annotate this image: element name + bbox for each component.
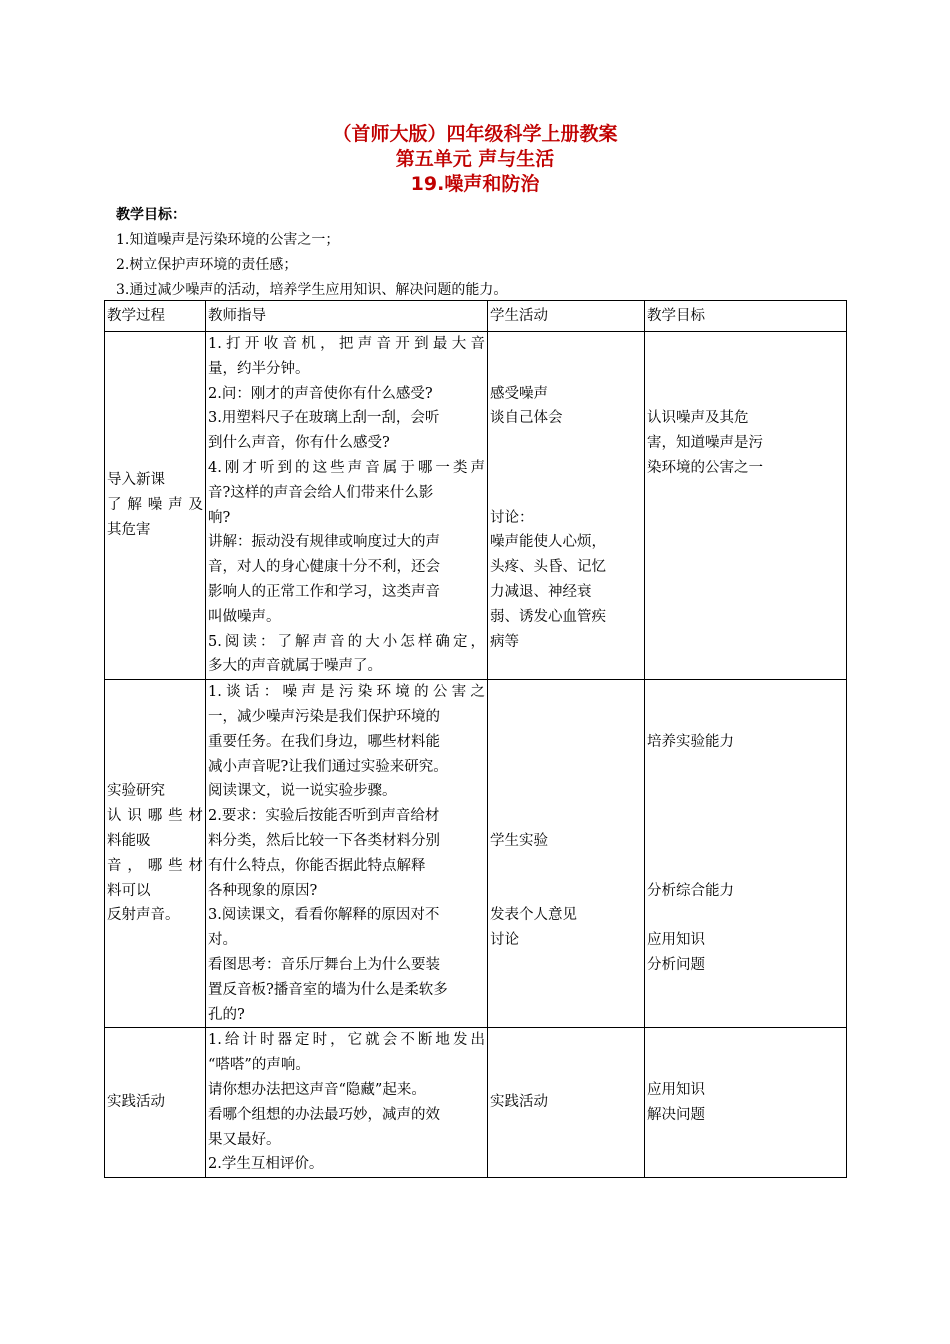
teacher-line: 影响人的正常工作和学习，这类声音 xyxy=(208,583,440,600)
process-line: 了解噪声及 xyxy=(107,497,203,514)
teacher-line: 5.阅读：了解声音的大小怎样确定， xyxy=(208,633,485,650)
teaching-objectives xyxy=(116,203,507,303)
process-line: 料可以 xyxy=(107,882,151,899)
student-line: 病等 xyxy=(490,633,519,650)
table-header-row xyxy=(105,301,847,332)
objective-item: 2.树立保护声环境的责任感； xyxy=(116,257,298,273)
process-cell: 实践活动 xyxy=(105,1028,206,1178)
teacher-line: 料分类，然后比较一下各类材料分别 xyxy=(208,832,440,849)
teacher-line: 果又最好。 xyxy=(208,1131,281,1148)
process-line: 料能吸 xyxy=(107,832,151,849)
student-line: 感受噪声 xyxy=(490,385,548,402)
goal-line: 解决问题 xyxy=(647,1106,705,1123)
student-line: 噪声能使人心烦， xyxy=(490,534,606,551)
teacher-line: 2.问：刚才的声音使你有什么感受? xyxy=(208,385,433,402)
teacher-cell xyxy=(206,332,488,680)
teacher-line: 音?这样的声音会给人们带来什么影 xyxy=(208,484,434,501)
student-line: 力减退、神经衰 xyxy=(490,583,592,600)
goal-line: 认识噪声及其危 xyxy=(647,410,749,427)
student-line: 讨论： xyxy=(490,509,534,526)
process-cell xyxy=(105,680,206,1028)
goal-line: 应用知识 xyxy=(647,932,705,949)
teacher-line: 一，减少噪声污染是我们保护环境的 xyxy=(208,708,440,725)
teacher-line: 响? xyxy=(208,509,231,526)
teacher-line: 有什么特点，你能否据此特点解释 xyxy=(208,857,426,874)
teacher-line: 重要任务。在我们身边，哪些材料能 xyxy=(208,733,440,750)
goal-line: 分析问题 xyxy=(647,956,705,973)
teacher-cell xyxy=(206,680,488,1028)
goal-line: 培养实验能力 xyxy=(647,733,734,750)
teacher-line: 请你想办法把这声音“隐藏”起来。 xyxy=(208,1081,426,1098)
student-cell: 实践活动 xyxy=(488,1028,645,1178)
teacher-line: 置反音板?播音室的墙为什么是柔软多 xyxy=(208,981,448,998)
student-line: 头疼、头昏、记忆 xyxy=(490,559,606,576)
goal-line: 分析综合能力 xyxy=(647,882,734,899)
goal-cell xyxy=(645,1028,847,1178)
teacher-line: 2.要求：实验后按能否听到声音给材 xyxy=(208,808,440,825)
teacher-line: 减小声音呢?让我们通过实验来研究。 xyxy=(208,758,448,775)
goal-cell xyxy=(645,680,847,1028)
teacher-line: 各种现象的原因? xyxy=(208,882,318,899)
student-line: 弱、诱发心血管疾 xyxy=(490,608,606,625)
student-line: 学生实验 xyxy=(490,832,548,849)
teacher-cell xyxy=(206,1028,488,1178)
process-line: 反射声音。 xyxy=(107,907,180,924)
teacher-line: 看图思考：音乐厅舞台上为什么要装 xyxy=(208,956,440,973)
teacher-line: 多大的声音就属于噪声了。 xyxy=(208,658,382,675)
column-header-goal: 教学目标 xyxy=(645,301,847,332)
goal-line: 应用知识 xyxy=(647,1081,705,1098)
process-cell xyxy=(105,332,206,680)
objectives-heading: 教学目标： xyxy=(116,207,186,223)
teacher-line: 孔的? xyxy=(208,1006,245,1023)
process-line: 实验研究 xyxy=(107,783,165,800)
goal-line: 害，知道噪声是污 xyxy=(647,435,763,452)
teacher-line: 2.学生互相评价。 xyxy=(208,1156,324,1173)
title-line-2: 第五单元 声与生活 xyxy=(395,148,555,170)
table-row-experiment xyxy=(105,680,847,1028)
student-cell xyxy=(488,332,645,680)
teacher-line: 讲解：振动没有规律或响度过大的声 xyxy=(208,534,440,551)
teacher-line: 阅读课文，说一说实验步骤。 xyxy=(208,783,397,800)
teacher-line: 3.用塑料尺子在玻璃上刮一刮，会听 xyxy=(208,410,440,427)
process-line: 音，哪些材 xyxy=(107,857,203,874)
teacher-line: 量，约半分钟。 xyxy=(208,360,310,377)
student-line: 讨论 xyxy=(490,932,519,949)
teacher-line: 4.刚才听到的这些声音属于哪一类声 xyxy=(208,459,485,476)
process-line: 其危害 xyxy=(107,521,151,538)
teacher-line: 1.打开收音机，把声音开到最大音 xyxy=(208,336,485,352)
student-cell xyxy=(488,680,645,1028)
document-title-block xyxy=(0,122,950,197)
lesson-plan-table xyxy=(104,300,847,1178)
teacher-line: “嗒嗒”的声响。 xyxy=(208,1057,310,1074)
goal-line: 染环境的公害之一 xyxy=(647,459,763,476)
teacher-line: 到什么声音，你有什么感受? xyxy=(208,435,390,452)
column-header-student: 学生活动 xyxy=(488,301,645,332)
column-header-teacher: 教师指导 xyxy=(206,301,488,332)
teacher-line: 1.谈话：噪声是污染环境的公害之 xyxy=(208,684,485,701)
teacher-line: 1.给计时器定时，它就会不断地发出 xyxy=(208,1032,485,1049)
goal-cell xyxy=(645,332,847,680)
student-line: 谈自己体会 xyxy=(490,410,563,427)
table-row-practice xyxy=(105,1028,847,1178)
title-line-3: 19.噪声和防治 xyxy=(410,173,540,195)
teacher-line: 对。 xyxy=(208,932,237,949)
teacher-line: 看哪个组想的办法最巧妙，减声的效 xyxy=(208,1106,440,1123)
objective-item: 1.知道噪声是污染环境的公害之一； xyxy=(116,232,340,248)
objective-item: 3.通过减少噪声的活动，培养学生应用知识、解决问题的能力。 xyxy=(116,282,508,298)
table-row-intro xyxy=(105,332,847,680)
teacher-line: 3.阅读课文，看看你解释的原因对不 xyxy=(208,907,440,924)
teacher-line: 叫做噪声。 xyxy=(208,608,281,625)
teacher-line: 音，对人的身心健康十分不利，还会 xyxy=(208,559,440,576)
process-line: 认识哪些材 xyxy=(107,808,203,825)
student-line: 发表个人意见 xyxy=(490,907,577,924)
column-header-process: 教学过程 xyxy=(105,301,206,332)
title-line-1: （首师大版）四年级科学上册教案 xyxy=(332,123,618,145)
process-line: 导入新课 xyxy=(107,472,165,489)
